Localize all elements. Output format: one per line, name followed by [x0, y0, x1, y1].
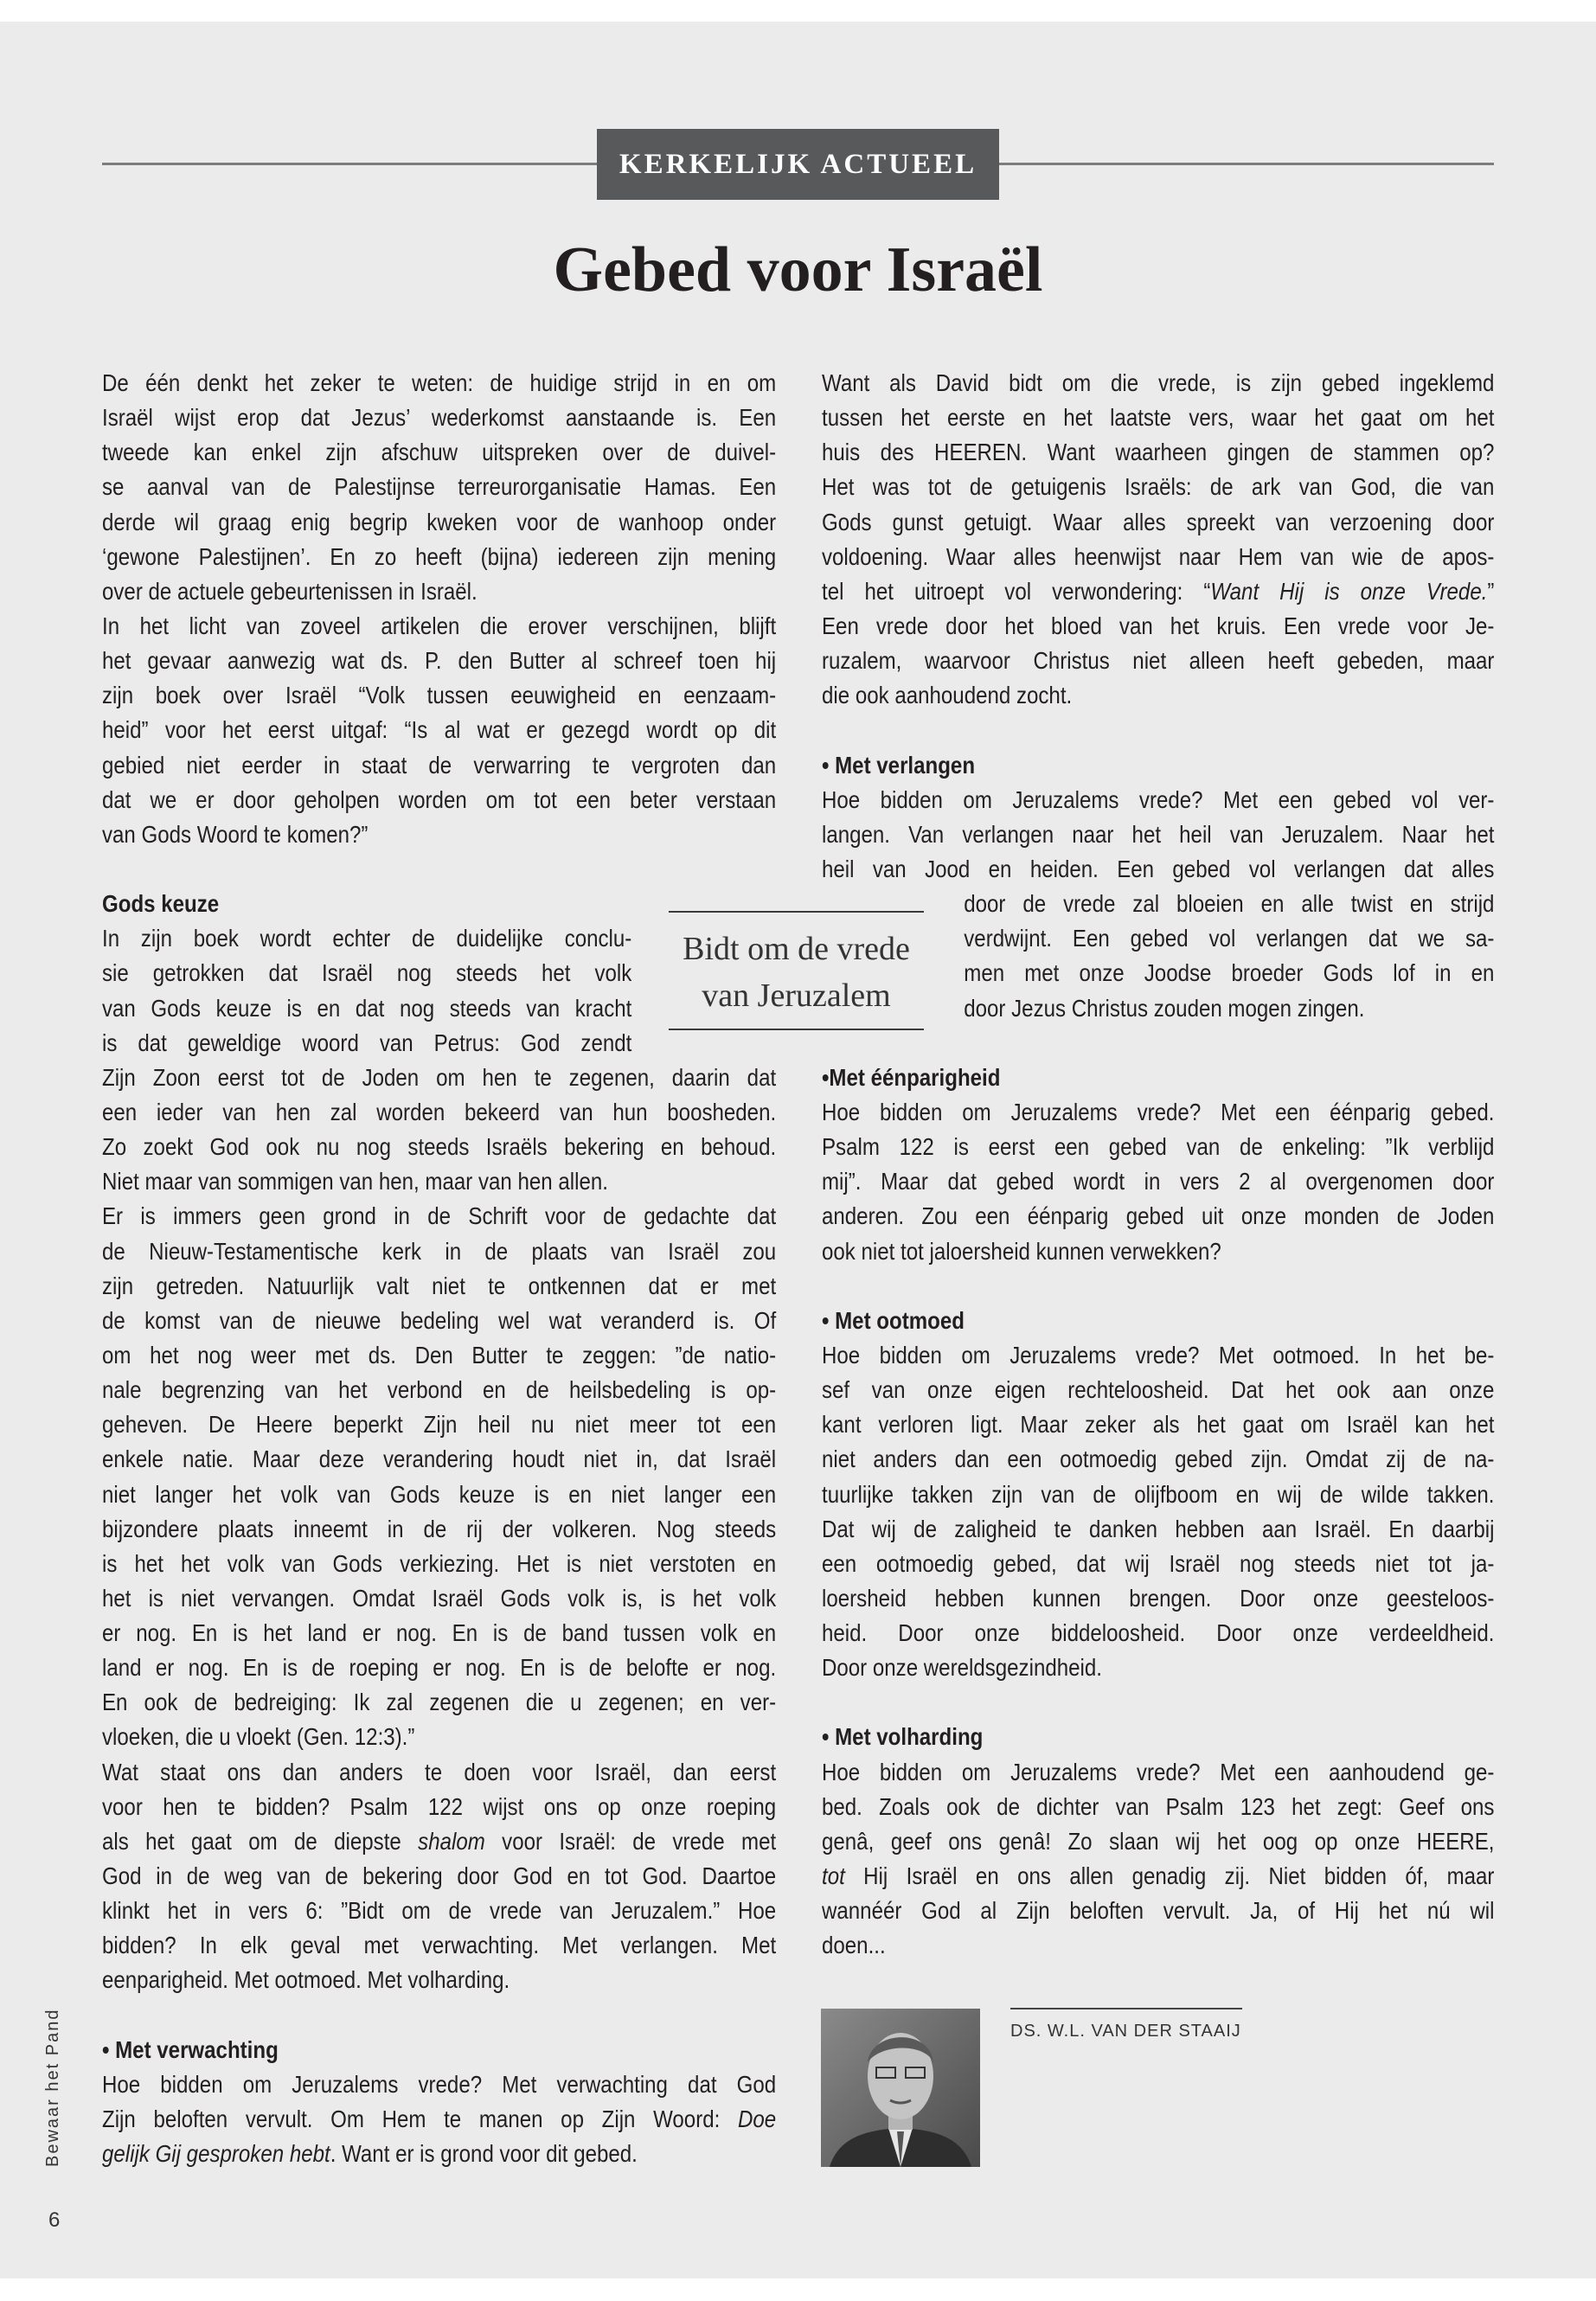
text-line: Wat staat ons dan anders te doen voor Israël, dan eerst [102, 1758, 777, 1785]
text-line: bed. Zoals ook de dichter van Psalm 123 het zegt: Geef ons [822, 1792, 1495, 1820]
blank-line [822, 1269, 1494, 1304]
text-line: men met onze Joodse broeder Gods lof in en [964, 959, 1495, 987]
text-line: derde wil graag enig begrip kweken voor de wanhoop onder [102, 508, 777, 535]
text-line: Niet maar van sommigen van hen, maar van hen allen. [102, 1168, 608, 1195]
text-line: vloeken, die u vloekt (Gen. 12:3).” [102, 1723, 415, 1751]
text-line: En ook de bedreiging: Ik zal zegenen die u zegenen; en ver- [102, 1689, 777, 1716]
paragraph [822, 1095, 1494, 1269]
italic-text: Want Hij is onze Vrede. [1210, 577, 1488, 605]
text-line: heil van Jood en heiden. Een gebed vol verlangen dat alles [822, 855, 1495, 882]
text-line: loersheid hebben kunnen brengen. Door onze geesteloos- [822, 1584, 1495, 1612]
text-line: eenparigheid. Met ootmoed. Met volharding. [102, 1966, 510, 1994]
text-line: die ook aanhoudend zocht. [822, 682, 1073, 709]
text-line: Want als David bidt om die vrede, is zijn gebed ingeklemd [822, 369, 1495, 396]
text-segment: ” [1487, 577, 1495, 605]
text-line: huis des HEEREN. Want waarheen gingen de stammen op? [822, 439, 1495, 466]
text-line: van Gods keuze is en dat nog steeds van kracht [102, 994, 632, 1022]
text-line: het is niet vervangen. Omdat Israël Gods volk is, is het volk [102, 1584, 777, 1612]
italic-text: gelijk Gij gesproken hebt [102, 2140, 330, 2168]
text-line: Een vrede door het bloed van het kruis. Een vrede voor Je- [822, 612, 1495, 639]
text-segment: voor Israël: de vrede met [484, 1827, 777, 1855]
section-heading: Gods keuze [102, 890, 220, 918]
text-line: er nog. En is het land er nog. En is de band tussen volk en [102, 1619, 777, 1647]
paragraph [822, 366, 1494, 713]
text-segment: als het gaat om de diepste [102, 1827, 419, 1855]
caption-rule [1010, 2008, 1242, 2009]
text-line: In zijn boek wordt echter de duidelijke conclu- [102, 925, 632, 952]
text-line: Zo zoekt God ook nu nog steeds Israëls bekering en behoud. [102, 1133, 777, 1161]
text-line: Hoe bidden om Jeruzalems vrede? Met een aanhoudend ge- [822, 1758, 1495, 1785]
blank-line [102, 1998, 776, 2033]
text-line: Hoe bidden om Jeruzalems vrede? Met verwachting dat God [102, 2070, 777, 2098]
text-segment: tel het uitroept vol verwondering: “ [822, 577, 1211, 605]
text-line: heid” voor het eerst uitgaf: “Is al wat er gezegd wordt op dit [102, 716, 777, 744]
text-line: Hoe bidden om Jeruzalems vrede? Met ootmoed. In het be- [822, 1341, 1495, 1368]
text-line: ruzalem, waarvoor Christus niet alleen heeft gebeden, maar [822, 647, 1495, 675]
italic-text: Doe [737, 2106, 777, 2133]
text-line: bidden? In elk geval met verwachting. Met verlangen. Met [102, 1932, 777, 1959]
text-line [102, 1824, 776, 1859]
text-segment: . Want er is grond voor dit gebed. [330, 2140, 638, 2168]
text-line: zijn boek over Israël “Volk tussen eeuwigheid en eenzaam- [102, 682, 777, 709]
text-line: nale begrenzing van het verbond en de heilsbedeling is op- [102, 1376, 777, 1404]
section-heading: • Met verlangen [822, 751, 976, 779]
text-line: In het licht van zoveel artikelen die erover verschijnen, blijft [102, 612, 777, 639]
blank-line [102, 852, 776, 887]
text-line: niet anders dan een ootmoedig gebed zijn. Omdat zij de na- [822, 1445, 1495, 1473]
text-line: voor hen te bidden? Psalm 122 wijst ons op onze roeping [102, 1792, 777, 1820]
paragraph [102, 1199, 776, 1754]
text-line: sie getrokken dat Israël nog steeds het volk [102, 959, 632, 987]
text-line: tuurlijke takken zijn van de olijfboom en wij de wilde takken. [822, 1480, 1495, 1508]
paragraph [102, 2067, 776, 2171]
text-line: is het het volk van Gods verkiezing. Het is niet verstoten en [102, 1549, 777, 1577]
text-line: anderen. Zou een éénparig gebed uit onze monden de Joden [822, 1202, 1495, 1230]
text-line [822, 574, 1494, 609]
text-line: Psalm 122 is eerst een gebed van de enkeling: ”Ik verblijd [822, 1133, 1495, 1161]
text-line: genâ, geef ons genâ! Zo slaan wij het oog op onze HEERE, [822, 1827, 1495, 1855]
text-line [102, 2137, 776, 2171]
text-line: God in de weg van de bekering door God en tot God. Daartoe [102, 1862, 777, 1890]
paragraph [822, 1338, 1494, 1685]
text-line: se aanval van de Palestijnse terreurorganisatie Hamas. Een [102, 473, 777, 501]
text-line: Hoe bidden om Jeruzalems vrede? Met een gebed vol ver- [822, 785, 1495, 813]
text-line: De één denkt het zeker te weten: de huidige strijd in en om [102, 369, 777, 396]
text-line: ook niet tot jaloersheid kunnen verwekken? [822, 1237, 1221, 1265]
text-line: verdwijnt. Een gebed vol verlangen dat we sa- [964, 925, 1495, 952]
author-name: DS. W.L. VAN DER STAAIJ [1010, 2022, 1241, 2041]
text-line: is dat geweldige woord van Petrus: God zendt [102, 1029, 632, 1056]
paragraph [102, 366, 776, 609]
text-line: Dat wij de zaligheid te danken hebben aan Israël. En daarbij [822, 1515, 1495, 1542]
italic-text: tot [822, 1862, 845, 1890]
text-line: land er nog. En is de roeping er nog. En is de belofte er nog. [102, 1654, 777, 1682]
pull-quote [669, 911, 924, 1030]
section-heading: • Met ootmoed [822, 1306, 965, 1334]
text-line: Israël wijst erop dat Jezus’ wederkomst aanstaande is. Een [102, 404, 777, 432]
page-number: 6 [48, 2208, 61, 2232]
pull-quote-line: van Jeruzalem [702, 977, 891, 1014]
text-line: Door onze wereldsgezindheid. [822, 1654, 1102, 1682]
text-line: een ootmoedig gebed, dat wij Israël nog steeds niet tot ja- [822, 1549, 1495, 1577]
text-line: door de vrede zal bloeien en alle twist en strijd [964, 890, 1495, 918]
text-line [102, 2102, 776, 2137]
text-line: geheven. De Heere beperkt Zijn heil nu niet meer tot een [102, 1411, 777, 1439]
text-line: over de actuele gebeurtenissen in Israël. [102, 577, 478, 605]
text-line: dat we er door geholpen worden om tot een beter verstaan [102, 785, 777, 813]
text-line: langen. Van verlangen naar het heil van Jeruzalem. Naar het [822, 820, 1495, 848]
blank-line [822, 1685, 1494, 1720]
text-line: om het nog weer met ds. Den Butter te zeggen: ”de natio- [102, 1341, 777, 1368]
text-line: Hoe bidden om Jeruzalems vrede? Met een éénparig gebed. [822, 1098, 1495, 1125]
text-line: klinkt het in vers 6: ”Bidt om de vrede van Jeruzalem.” Hoe [102, 1897, 777, 1925]
text-segment: Hij Israël en ons allen genadig zij. Niet bidden óf, maar [844, 1862, 1495, 1890]
section-heading: • Met volharding [822, 1723, 984, 1751]
paragraph [102, 609, 776, 852]
article-column-right [822, 366, 1494, 1963]
text-line: voldoening. Waar alles heenwijst naar Hem van wie de apos- [822, 542, 1495, 570]
article-title: Gebed voor Israël [553, 234, 1043, 305]
article-column-left [102, 366, 776, 2171]
text-line: tussen het eerste en het laatste vers, waar het gaat om het [822, 404, 1495, 432]
text-line: van Gods Woord te komen?” [102, 820, 369, 848]
section-kicker: KERKELIJK ACTUEEL [597, 129, 999, 200]
text-line: tweede kan enkel zijn afschuw uitspreken over de duivel- [102, 439, 777, 466]
text-line: heid. Door onze biddeloosheid. Door onze verdeeldheid. [822, 1619, 1495, 1647]
paragraph [102, 1755, 776, 1998]
text-line: wannéér God al Zijn beloften vervult. Ja, of Hij het nú wil [822, 1897, 1495, 1925]
text-line: bijzondere plaats inneemt in de rij der volkeren. Nog steeds [102, 1515, 777, 1542]
text-line: door Jezus Christus zouden mogen zingen. [964, 994, 1365, 1022]
author-photo [821, 2009, 980, 2167]
text-line: kant verloren ligt. Maar zeker als het gaat om Israël kan het [822, 1411, 1495, 1439]
text-line: Er is immers geen grond in de Schrift voor de gedachte dat [102, 1202, 777, 1230]
text-line: gebied niet eerder in staat de verwarring te vergroten dan [102, 751, 777, 779]
author-portrait-image [821, 2009, 980, 2167]
text-line: de Nieuw-Testamentische kerk in de plaats van Israël zou [102, 1237, 777, 1265]
text-line: enkele natie. Maar deze verandering houdt niet in, dat Israël [102, 1445, 777, 1473]
text-line: een ieder van hen zal worden bekeerd van hun boosheden. [102, 1098, 777, 1125]
text-line: de komst van de nieuwe bedeling wel wat veranderd is. Of [102, 1306, 777, 1334]
text-line: niet langer het volk van Gods keuze is en niet langer een [102, 1480, 777, 1508]
text-line: mij”. Maar dat gebed wordt in vers 2 al overgenomen door [822, 1168, 1495, 1195]
blank-line [822, 1026, 1494, 1061]
text-line [822, 1859, 1494, 1894]
text-line: het gevaar aanwezig wat ds. P. den Butter al schreef toen hij [102, 647, 777, 675]
text-line: ‘gewone Palestijnen’. En zo heeft (bijna) iedereen zijn mening [102, 542, 777, 570]
text-segment: Zijn beloften vervult. Om Hem te manen op Zijn Woord: [102, 2106, 738, 2133]
italic-text: shalom [418, 1827, 485, 1855]
text-line: zijn getreden. Natuurlijk valt niet te ontkennen dat er met [102, 1272, 777, 1299]
text-line: Het was tot de getuigenis Israëls: de ark van God, die van [822, 473, 1495, 501]
blank-line [822, 713, 1494, 747]
text-line: doen... [822, 1932, 886, 1959]
section-heading: •Met éénparigheid [822, 1063, 1001, 1091]
pull-quote-line: Bidt om de vrede [683, 931, 910, 967]
paragraph [822, 1755, 1494, 1964]
text-line: Zijn Zoon eerst tot de Joden om hen te zegenen, daarin dat [102, 1063, 777, 1091]
text-line: Gods gunst getuigt. Waar alles spreekt van verzoening door [822, 508, 1495, 535]
magazine-name: Bewaar het Pand [43, 2008, 62, 2167]
text-line: sef van onze eigen rechteloosheid. Dat het ook aan onze [822, 1376, 1495, 1404]
section-heading: • Met verwachting [102, 2035, 279, 2063]
